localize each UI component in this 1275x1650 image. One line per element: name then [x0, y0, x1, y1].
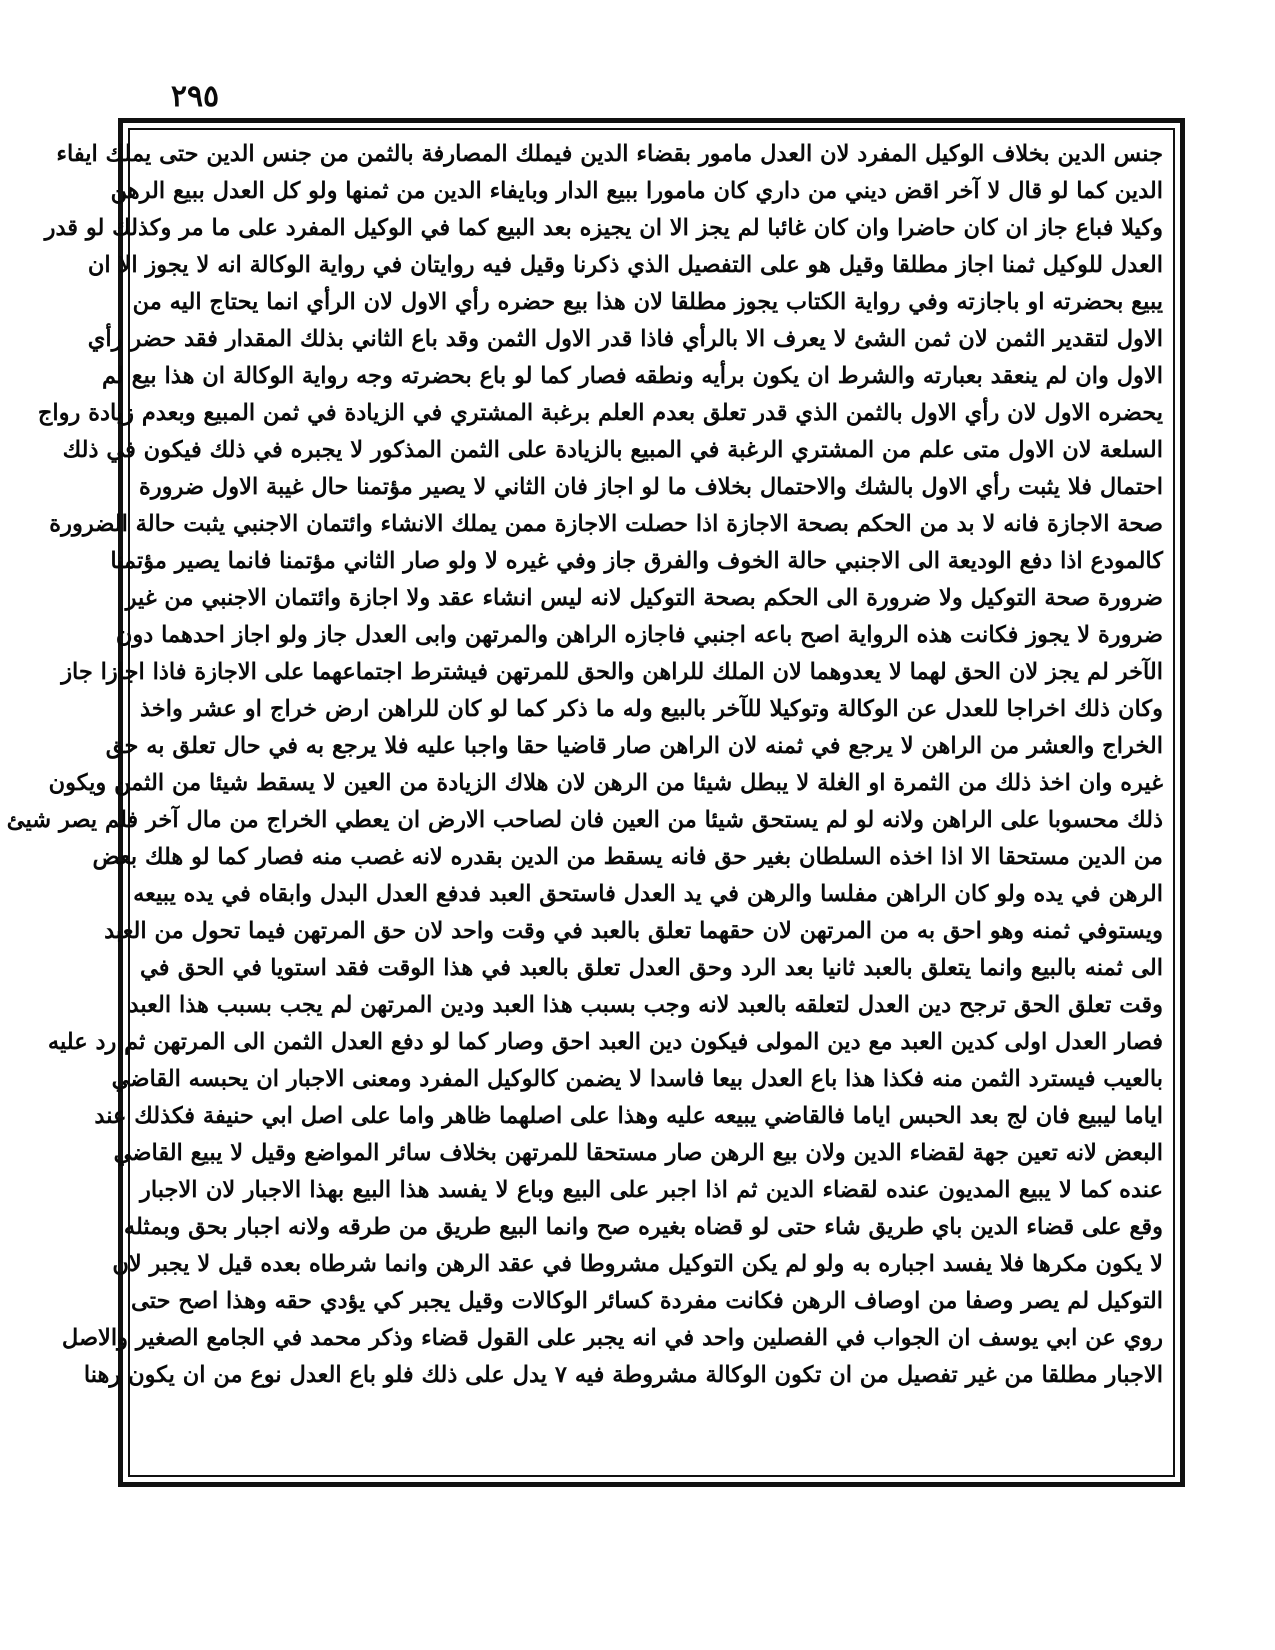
text-line: الاول لتقدير الثمن لان ثمن الشئ لا يعرف الا بالرأي فاذا قدر الاول الثمن وقد باع الثاني بذلك المقدار فقد حضر رأي [87, 326, 1163, 352]
text-line: الرهن في يده ولو كان الراهن مفلسا والرهن في يد العدل فاستحق العبد فدفع العدل البدل وابقاه في يده يبيعه [133, 881, 1163, 907]
text-line: الاول وان لم ينعقد بعبارته والشرط ان يكون برأيه ونطقه فصار كما لو باع بحضرته وجه رواية الوكالة ان هذا بيع لم [101, 363, 1163, 389]
text-line: الآخر لم يجز لان الحق لهما لا يعدوهما لان الملك للراهن والحق للمرتهن فيشترط اجتماعهما على الاجازة فاذا اجازا جاز [61, 659, 1163, 685]
text-line: الخراج والعشر من الراهن لا يرجع في ثمنه لان الراهن صار قاضيا حقا واجبا عليه فلا يرجع به في حال تعلق به حق [105, 733, 1163, 759]
text-line: ذلك محسوبا على الراهن ولانه لو لم يستحق شيئا من العين فان لصاحب الارض ان يعطي الخراج من مال آخر فلم يصر شيئ [6, 807, 1163, 833]
text-line: البعض لانه تعين جهة لقضاء الدين ولان بيع الرهن صار مستحقا للمرتهن بخلاف سائر المواضع وقيل لا يبيع القاضي [113, 1140, 1163, 1166]
text-line: روي عن ابي يوسف ان الجواب في الفصلين واحد في انه يجبر على القول قضاء وذكر محمد في الجامع الصغير والاصل [61, 1325, 1163, 1351]
text-line: العدل للوكيل ثمنا اجاز مطلقا وقيل هو على التفصيل الذي ذكرنا وقيل فيه روايتان في رواية الوكالة انه لا يجوز الا ان [87, 252, 1163, 278]
text-line: ضرورة صحة التوكيل ولا ضرورة الى الحكم بصحة التوكيل لانه ليس انشاء عقد ولا اجازة وائتمان الاجنبي من غير [125, 585, 1163, 611]
text-line: يحضره الاول لان رأي الاول بالثمن الذي قدر تعلق بعدم العلم برغبة المشتري في الزيادة في ثمن المبيع وبعدم زيادة رواج [37, 400, 1163, 426]
text-line [140, 1431, 1163, 1468]
text-line: لا يكون مكرها فلا يفسد اجباره به ولو لم يكن التوكيل مشروطا في عقد الرهن وانما شرطاه بعده قيل لا يجبر لان [112, 1251, 1163, 1277]
text-line: يبيع بحضرته او باجازته وفي رواية الكتاب يجوز مطلقا لان هذا بيع حضره رأي الاول لان الرأي انما يحتاج اليه من [132, 289, 1163, 315]
text-line: ضرورة لا يجوز فكانت هذه الرواية اصح باعه اجنبي فاجازه الراهن والمرتهن وابى العدل جاز ولو اجاز احدهما دون [115, 622, 1163, 648]
text-line: وكيلا فباع جاز ان كان حاضرا وان كان غائبا لم يجز الا ان يجيزه بعد البيع كما في الوكيل المفرد على ما مر وكذلك لو قدر [44, 215, 1163, 241]
text-line: الى ثمنه بالبيع وانما يتعلق بالعبد ثانيا بعد الرد وحق العدل تعلق بالعبد في هذا الوقت فقد استويا في الحق في [140, 955, 1163, 981]
text-line [140, 1394, 1163, 1431]
text-line: عنده كما لا يبيع المديون عنده لقضاء الدين ثم اذا اجبر على البيع وباع لا يفسد هذا البيع بهذا الاجبار لان الاجبار [140, 1177, 1163, 1203]
text-line: اياما ليبيع فان لج بعد الحبس اياما فالقاضي يبيعه عليه وهذا على اصلهما ظاهر واما على اصل ابي حنيفة فكذلك عند [94, 1103, 1163, 1129]
body-text [6, 136, 1163, 1468]
text-line: جنس الدين بخلاف الوكيل المفرد لان العدل مامور بقضاء الدين فيملك المصارفة بالثمن من جنس الدين حتى يملك ايفاء [56, 141, 1163, 167]
text-line: ويستوفي ثمنه وهو احق به من المرتهن لان حقهما تعلق بالعبد في وقت واحد لان حق المرتهن فيما تحول من العبد [104, 918, 1163, 944]
text-line: وكان ذلك اخراجا للعدل عن الوكالة وتوكيلا للآخر بالبيع وله ما ذكر كما لو كان للراهن ارض خراج او عشر واخذ [140, 696, 1163, 722]
text-line: من الدين مستحقا الا اذا اخذه السلطان بغير حق فانه يسقط من الدين بقدره لانه غصب منه فصار كما لو هلك بعض [92, 844, 1163, 870]
text-line: الدين كما لو قال لا آخر اقض ديني من داري كان مامورا ببيع الدار وبايفاء الدين من ثمنها ولو كل العدل ببيع الرهن [110, 178, 1163, 204]
text-line: احتمال فلا يثبت رأي الاول بالشك والاحتمال بخلاف ما لو اجاز فان الثاني لا يصير مؤتمنا حال غيبة الاول ضرورة [139, 474, 1163, 500]
text-line: السلعة لان الاول متى علم من المشتري الرغبة في المبيع بالزيادة على الثمن المذكور لا يجبره في ذلك فيكون في ذلك [62, 437, 1163, 463]
text-line: الاجبار مطلقا من غير تفصيل من ان تكون الوكالة مشروطة فيه ٧ يدل على ذلك فلو باع العدل نوع من ان يكون رهنا [83, 1362, 1163, 1388]
text-line: وقع على قضاء الدين باي طريق شاء حتى لو قضاه بغيره صح وانما البيع طريق من طرقه ولانه اجبار بحق وبمثله [123, 1214, 1163, 1240]
text-line: فصار العدل اولى كدين العبد مع دين المولى فيكون دين العبد احق وصار كما لو دفع العدل الثمن الى المرتهن ثم رد عليه [47, 1029, 1163, 1055]
text-line: وقت تعلق الحق ترجح دين العدل لتعلقه بالعبد لانه وجب بسبب هذا العبد ودين المرتهن لم يجب بسبب هذا العبد [128, 992, 1163, 1018]
text-line: صحة الاجازة فانه لا بد من الحكم بصحة الاجازة اذا حصلت الاجازة ممن يملك الانشاء وائتمان الاجنبي يثبت حالة الضرورة [49, 511, 1163, 537]
text-line: كالمودع اذا دفع الوديعة الى الاجنبي حالة الخوف والفرق جاز وفي غيره لا ولو صار الثاني مؤتمنا فانما يصير مؤتمنا [110, 548, 1163, 574]
text-line: غيره وان اخذ ذلك من الثمرة او الغلة لا يبطل شيئا من الرهن لان هلاك الزيادة من العين لا يسقط شيئا من الثمن ويكون [48, 770, 1163, 796]
text-line: بالعيب فيسترد الثمن منه فكذا هذا باع العدل بيعا فاسدا لا يضمن كالوكيل المفرد ومعنى الاجبار ان يحبسه القاضي [111, 1066, 1163, 1092]
text-line: التوكيل لم يصر وصفا من اوصاف الرهن فكانت مفردة كسائر الوكالات وقيل يجبر كي يؤدي حقه وهذا اصح حتى [131, 1288, 1163, 1314]
page-number: ٢٩٥ [170, 79, 220, 114]
